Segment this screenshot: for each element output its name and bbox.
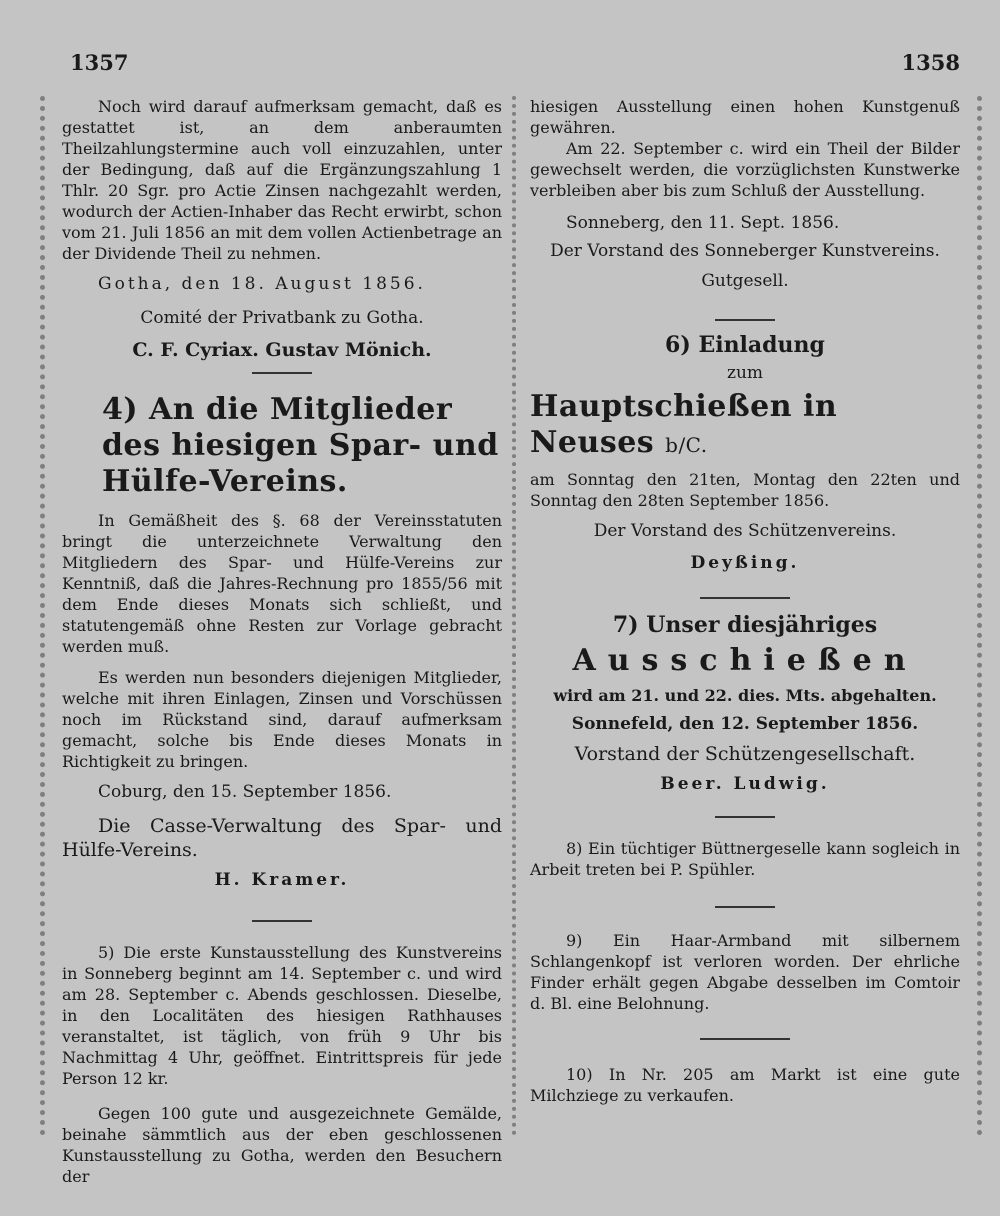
event-title: Ausschießen (572, 643, 918, 678)
section-divider (700, 1038, 790, 1040)
section-heading: 4) An die Mitglieder des hiesigen Spar- und Hülfe-Vereins. (102, 392, 499, 499)
section-divider (252, 372, 312, 374)
notice-paragraph: Gegen 100 gute und ausgezeichnete Gemälde, beinahe sämmtlich aus der eben geschlossenen Kunstausstellung zu Gotha, werden den Besuchern der (62, 1104, 502, 1186)
administration-signature: Die Casse-Verwaltung des Spar- und Hülfe-Vereins. (62, 815, 502, 861)
signatory-name: H. Kramer. (214, 870, 350, 890)
committee-signature: Comité der Privatbank zu Gotha. (140, 308, 424, 328)
event-title: Hauptschießen in Neuses (530, 389, 838, 460)
page-number-left: 1357 (70, 50, 129, 75)
heading-connector: zum (726, 363, 764, 383)
signatory-name: Deyßing. (690, 553, 800, 573)
section-divider (715, 816, 775, 818)
section-number: 6) (665, 332, 691, 358)
place-date: Sonnefeld, den 12. September 1856. (571, 714, 919, 734)
page-number-right: 1358 (901, 50, 960, 75)
event-place-suffix: b/C. (665, 433, 708, 457)
section-divider (715, 906, 775, 908)
notice-paragraph: Noch wird darauf aufmerksam gemacht, daß es gestattet ist, an dem anberaumten Theilzahlungstermine auch voll einzuzahlen, unter der Bedingung, daß auf die Ergänzungszahlung 1 Thlr. 20 Sgr. pro Actie Zinsen nachgezahlt werden, wodurch der Actien-Inhaber das Recht erwirbt, schon vom 21. Juli 1856 an mit dem vollen Actienbetrage an der Dividende Theil zu nehmen. (62, 97, 502, 263)
notice-paragraph: wird am 21. und 22. dies. Mts. abgehalten. (553, 686, 937, 705)
signatory-name: Gutgesell. (701, 271, 789, 291)
notice-paragraph: 5) Die erste Kunstausstellung des Kunstvereins in Sonneberg beginnt am 14. September c. und wird am 28. September c. Abends geschlossen. Dieselbe, in den Localitäten des hiesigen Rathhauses veranstaltet, ist täglich, von früh 9 Uhr bis Nachmittag 4 Uhr, geöffnet. Eintrittspreis für jede Person 12 kr. (62, 943, 502, 1088)
notice-paragraph: In Gemäßheit des §. 68 der Vereinsstatuten bringt die unterzeichnete Verwaltung den Mitgliedern des Spar- und Hülfe-Vereins zur Kenntniß, daß die Jahres-Rechnung pro 1855/56 mit dem Ende dieses Monats sich schließt, und statutengemäß ohne Resten zur Vorlage gebracht werden muß. (62, 511, 502, 656)
section-heading (530, 331, 960, 359)
signatory-names: C. F. Cyriax. Gustav Mönich. (132, 339, 432, 361)
notice-paragraph: hiesigen Ausstellung einen hohen Kunstgenuß gewähren. (530, 97, 960, 137)
notice-paragraph: am Sonntag den 21ten, Montag den 22ten und Sonntag den 28ten September 1856. (530, 470, 960, 510)
section-divider (252, 920, 312, 922)
section-divider (715, 319, 775, 321)
board-signature: Der Vorstand des Sonneberger Kunstvereins. (550, 241, 940, 261)
board-signature: Vorstand der Schützengesellschaft. (574, 743, 916, 765)
section-divider (700, 597, 790, 599)
notice-paragraph: 10) In Nr. 205 am Markt ist eine gute Milchziege zu verkaufen. (530, 1065, 960, 1105)
section-heading: 7) Unser diesjähriges (612, 612, 878, 638)
notice-paragraph: 8) Ein tüchtiger Büttnergeselle kann sogleich in Arbeit treten bei P. Spühler. (530, 839, 960, 879)
left-column (62, 96, 516, 1186)
heading-title: Einladung (698, 332, 825, 358)
place-date: Coburg, den 15. September 1856. (98, 782, 392, 802)
notice-paragraph: Am 22. September c. wird ein Theil der Bilder gewechselt werden, die vorzüglichsten Kunstwerke verbleiben aber bis zum Schluß der Ausstellung. (530, 139, 960, 200)
board-signature: Der Vorstand des Schützenvereins. (593, 521, 897, 541)
right-column (530, 96, 960, 1106)
notice-paragraph: Es werden nun besonders diejenigen Mitglieder, welche mit ihren Einlagen, Zinsen und Vorschüssen noch im Rückstand sind, darauf aufmerksam gemacht, solche bis Ende dieses Monats in Richtigkeit zu bringen. (62, 668, 502, 771)
place-date: Sonneberg, den 11. Sept. 1856. (566, 213, 840, 233)
event-heading (530, 389, 960, 463)
notice-paragraph: 9) Ein Haar-Armband mit silbernem Schlangenkopf ist verloren worden. Der ehrliche Finder erhält gegen Abgabe desselben im Comtoir d. Bl. eine Belohnung. (530, 931, 960, 1013)
place-date: Gotha, den 18. August 1856. (98, 274, 426, 294)
signatory-names: Beer. Ludwig. (660, 774, 830, 794)
